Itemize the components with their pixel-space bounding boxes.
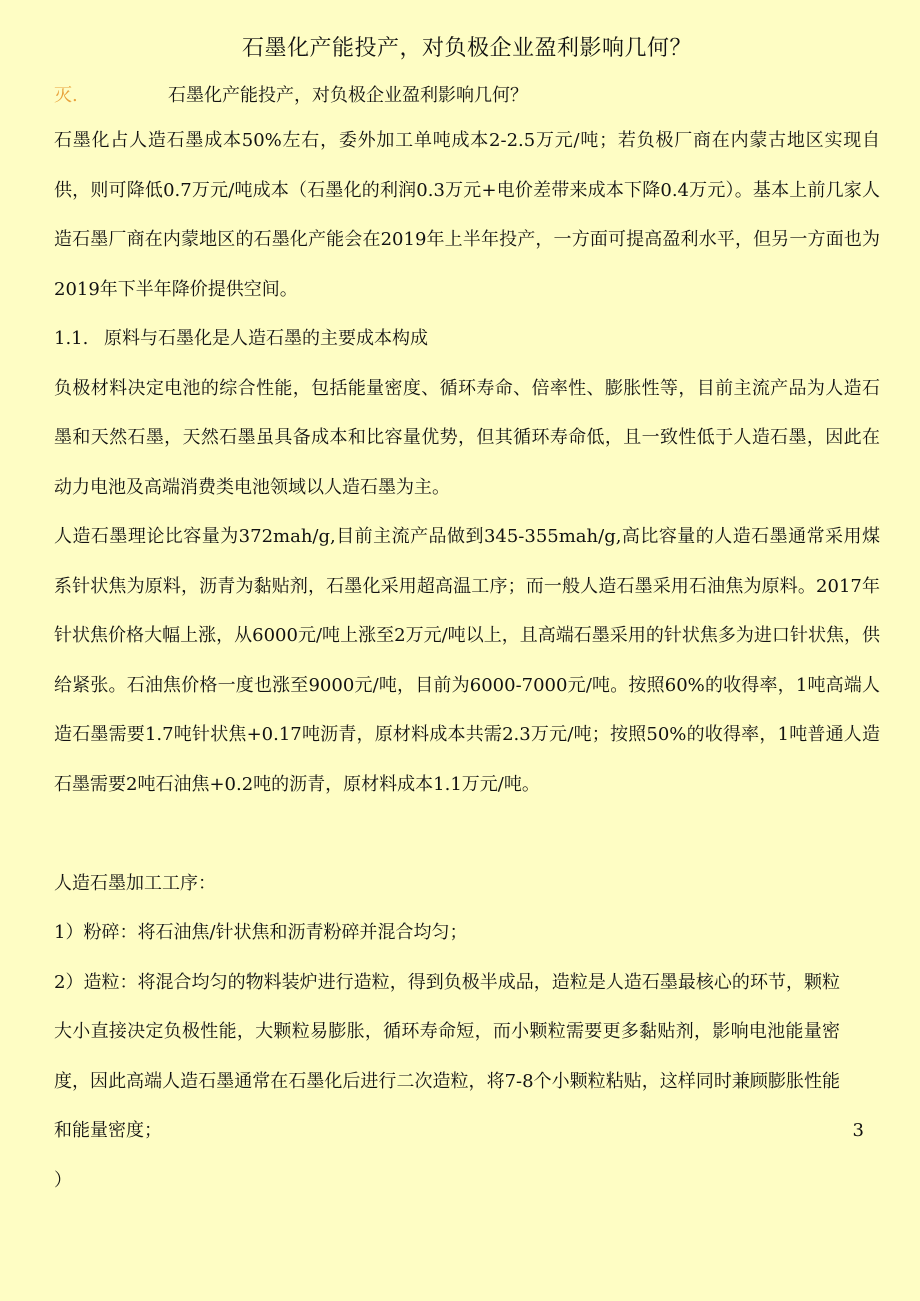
section-heading (54, 314, 880, 364)
step-3-paren: ） (54, 1169, 72, 1191)
section-number: 1.1. (54, 328, 89, 349)
subtitle-row (54, 82, 880, 110)
subtitle-marker: 灭. (54, 85, 78, 106)
process-step-granulation: 2）造粒：将混合均匀的物料装炉进行造粒，得到负极半成品，造粒是人造石墨最核心的环节，颗粒大小直接决定负极性能，大颗粒易膨胀，循环寿命短，而小颗粒需要更多黏贴剂，影响电池能量密度，因此高端人造石墨通常在石墨化后进行二次造粒，将7-8个小颗粒粘贴，这样同时兼顾膨胀性能和能量密度； (54, 971, 840, 1141)
process-heading: 人造石墨加工工序： (54, 872, 216, 894)
subtitle-text: 石墨化产能投产，对负极企业盈利影响几何？ (168, 85, 528, 106)
document-title: 石墨化产能投产，对负极企业盈利影响几何？ (241, 36, 692, 61)
paragraph-anode-materials: 负极材料决定电池的综合性能，包括能量密度、循环寿命、倍率性、膨胀性等，目前主流产品为人造石墨和天然石墨，天然石墨虽具备成本和比容量优势，但其循环寿命低，且一致性低于人造石墨，因此在动力电池及高端消费类电池领域以人造石墨为主。 (54, 377, 880, 498)
step-3-number: 3 (852, 1120, 864, 1141)
process-step-crushing: 1）粉碎：将石油焦/针状焦和沥青粉碎并混合均匀； (54, 922, 468, 943)
paragraph-graphitization-cost: 石墨化占人造石墨成本50%左右，委外加工单吨成本2-2.5万元/吨；若负极厂商在内蒙古地区实现自供，则可降低0.7万元/吨成本（石墨化的利润0.3万元+电价差带来成本下降0.4万元）。基本上前几家人造石墨厂商在内蒙地区的石墨化产能会在2019年上半年投产，一方面可提高盈利水平，但另一方面也为2019年下半年降价提供空间。 (54, 130, 880, 300)
blank-line (54, 809, 880, 859)
section-title: 原料与石墨化是人造石墨的主要成本构成 (104, 328, 428, 349)
process-step-granulation-block (54, 958, 880, 1156)
paragraph-raw-materials: 人造石墨理论比容量为372mah/g,目前主流产品做到345-355mah/g,高比容量的人造石墨通常采用煤系针状焦为原料，沥青为黏贴剂，石墨化采用超高温工序；而一般人造石墨采用石油焦为原料。2017年针状焦价格大幅上涨，从6000元/吨上涨至2万元/吨以上，且高端石墨采用的针状焦多为进口针状焦，供给紧张。石油焦价格一度也涨至9000元/吨，目前为6000-7000元/吨。按照60%的收得率，1吨高端人造石墨需要1.7吨针状焦+0.17吨沥青，原材料成本共需2.3万元/吨；按照50%的收得率，1吨普通人造石墨需要2吨石油焦+0.2吨的沥青，原材料成本1.1万元/吨。 (54, 526, 880, 795)
